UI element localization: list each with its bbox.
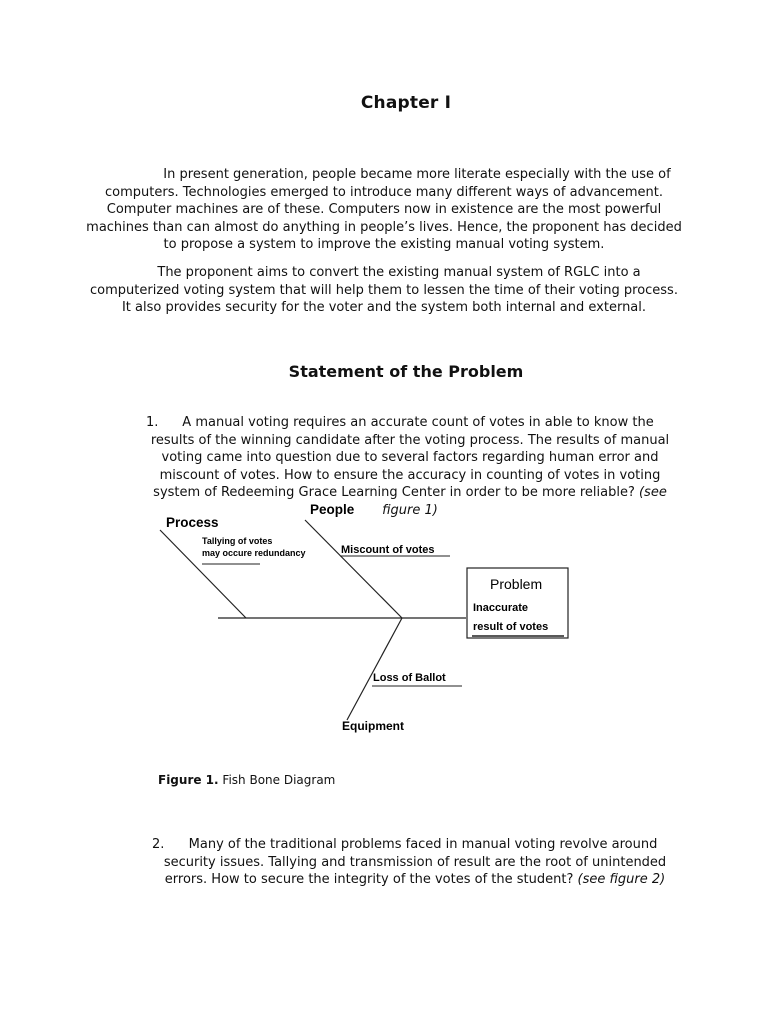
problem-1-text: A manual voting requires an accurate count of votes in able to know the results of the winning candidate after the voting process. The results of manual voting came into question due to several factors regarding human error and miscount of votes. How to ensure the accuracy in counting of votes in voting system of Redeeming Grace Learning Center in order to be more reliable? (see figure 1): [150, 415, 670, 518]
people-label: People: [310, 502, 355, 517]
problem-text-2: result of votes: [473, 621, 549, 633]
process-cause-text-1: Tallying of votes: [202, 536, 273, 546]
problem-text-1: Inaccurate: [473, 602, 529, 614]
process-cause-text-2: may occure redundancy: [202, 548, 306, 558]
figure-caption: [158, 773, 335, 787]
intro-paragraph-1: In present generation, people became more literate especially with the use of computers. Technologies emerged to introduce many different ways of advancement. Computer machines are of these. Computers now in existence are the most powerful machines than can almost do anything in people’s lives. Hence, the proponent has decided to propose a system to improve the existing manual voting system.: [86, 167, 682, 253]
process-label: Process: [166, 515, 219, 530]
fishbone-diagram: [150, 498, 590, 743]
equipment-cause-text: Loss of Ballot: [373, 672, 446, 684]
equipment-label: Equipment: [342, 719, 404, 733]
intro-paragraph-2: The proponent aims to convert the existing manual system of RGLC into a computerized voting system that will help them to lessen the time of their voting process. It also provides security for the voter and the system both internal and external.: [90, 265, 678, 316]
equipment-bone: [347, 618, 402, 720]
problem-1-number: 1.: [146, 415, 159, 430]
problem-title: Problem: [490, 576, 543, 592]
figure-1-reference[interactable]: (see figure 1): [382, 485, 667, 518]
figure-caption-label: Figure 1.: [158, 773, 219, 787]
figure-2-reference[interactable]: (see figure 2): [577, 872, 666, 888]
section-title: Statement of the Problem: [288, 362, 524, 381]
people-cause-text: Miscount of votes: [341, 544, 435, 556]
chapter-title: Chapter I: [360, 93, 452, 113]
people-bone: [305, 520, 402, 618]
problem-2-text: Many of the traditional problems faced in manual voting revolve around security issues. Tallying and transmission of result are the root of unintended errors. How to secure the integrity of the votes of the student? (see figure 2): [163, 837, 667, 888]
figure-caption-text: Fish Bone Diagram: [222, 773, 336, 787]
problem-2-number: 2.: [152, 837, 165, 852]
